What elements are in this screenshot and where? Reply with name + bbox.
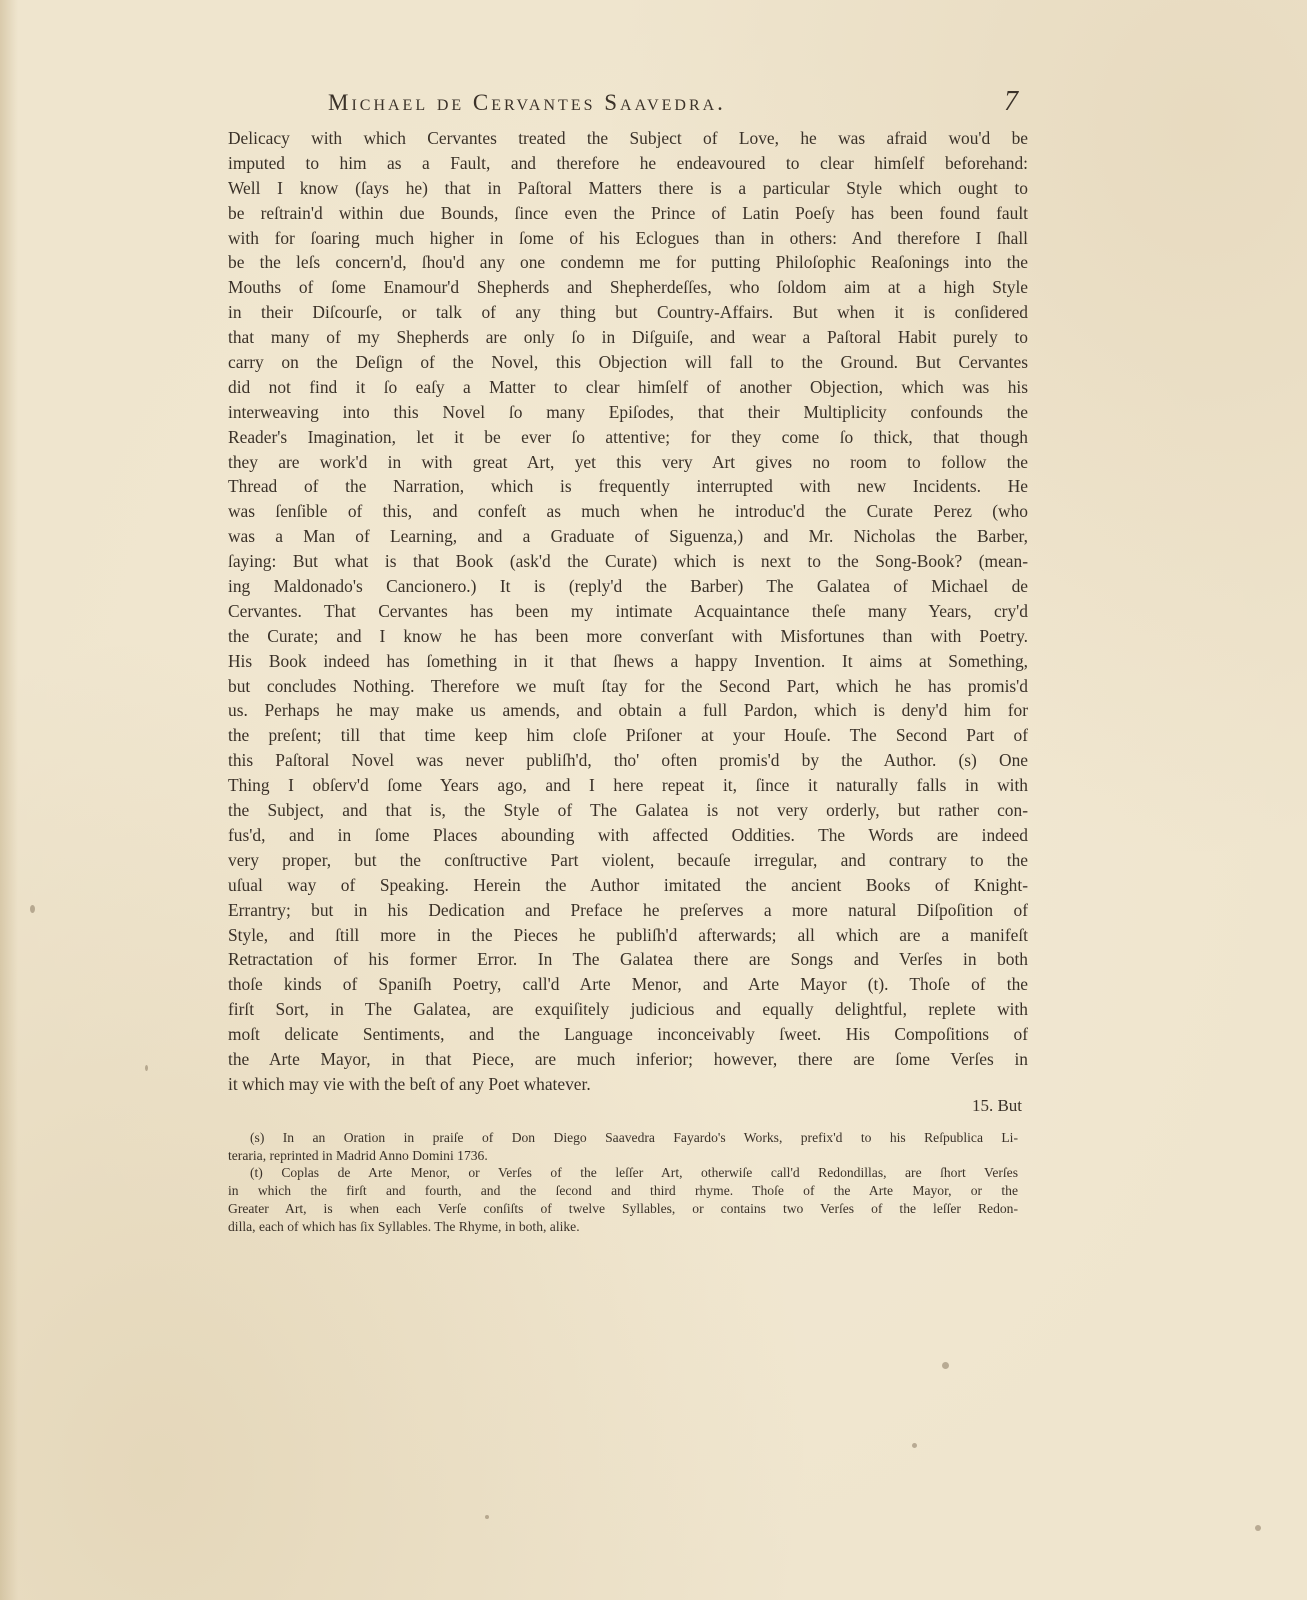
body-line: was a Man of Learning, and a Graduate of Siguenza,) and Mr. Nicholas the Barber, [228, 526, 1028, 547]
footnote-line: Greater Art, is when each Verſe conſiſts of twelve Syllables, or contains two Verſes of the leſſer Redon- [228, 1200, 1018, 1216]
body-line: Reader's Imagination, let it be ever ſo attentive; for they come ſo thick, that though [228, 426, 1028, 447]
body-line: it which may vie with the beſt of any Poet whatever. [228, 1073, 591, 1094]
body-line: they are work'd in with great Art, yet this very Art gives no room to follow the [228, 451, 1028, 472]
body-line: carry on the Deſign of the Novel, this Objection will fall to the Ground. But Cervantes [228, 352, 1028, 373]
catchword: 15. But [971, 1095, 1022, 1115]
body-line: Cervantes. That Cervantes has been my intimate Acquaintance theſe many Years, cry'd [228, 600, 1028, 621]
body-line: ing Maldonado's Cancionero.) It is (reply'd the Barber) The Galatea of Michael de [228, 576, 1028, 597]
body-line: Thread of the Narration, which is frequently interrupted with new Incidents. He [228, 476, 1028, 497]
paper-speck [912, 1443, 917, 1448]
body-line: us. Perhaps he may make us amends, and obtain a full Pardon, which is deny'd him for [228, 700, 1028, 721]
page-edge-shadow [0, 0, 18, 1600]
paper-speck [145, 1065, 148, 1071]
footnote-line: in which the firſt and fourth, and the ſecond and third rhyme. Thoſe of the Arte Mayor, or the [228, 1183, 1018, 1199]
body-line: the Subject, and that is, the Style of The Galatea is not very orderly, but rather con- [228, 800, 1028, 821]
body-text [228, 126, 1028, 1097]
body-line: that many of my Shepherds are only ſo in Diſguiſe, and wear a Paſtoral Habit purely to [228, 327, 1028, 348]
footnote-line: teraria, reprinted in Madrid Anno Domini 1736. [228, 1147, 488, 1163]
body-line: very proper, but the conſtructive Part violent, becauſe irregular, and contrary to the [228, 849, 1028, 870]
body-line: be reſtrain'd within due Bounds, ſince even the Prince of Latin Poeſy has been found fault [228, 202, 1028, 223]
paper-speck [485, 1515, 489, 1519]
body-line: thoſe kinds of Spaniſh Poetry, call'd Arte Menor, and Arte Mayor (t). Thoſe of the [228, 974, 1028, 995]
body-line: Errantry; but in his Dedication and Preface he preſerves a more natural Diſpoſition of [228, 899, 1028, 920]
body-line: firſt Sort, in The Galatea, are exquiſitely judicious and equally delightful, replete with [228, 999, 1028, 1020]
footnote-line: dilla, each of which has ſix Syllables. The Rhyme, in both, alike. [228, 1218, 580, 1234]
body-line: the Curate; and I know he has been more converſant with Misfortunes than with Poetry. [228, 625, 1028, 646]
body-line: but concludes Nothing. Therefore we muſt ſtay for the Second Part, which he has promis'd [228, 675, 1028, 696]
body-line: uſual way of Speaking. Herein the Author imitated the ancient Books of Knight- [228, 874, 1028, 895]
body-line: Well I know (ſays he) that in Paſtoral Matters there is a particular Style which ought to [228, 177, 1028, 198]
body-line: moſt delicate Sentiments, and the Language inconceivably ſweet. His Compoſitions of [228, 1024, 1028, 1045]
page-number: 7 [1004, 86, 1018, 117]
body-line: Thing I obſerv'd ſome Years ago, and I here repeat it, ſince it naturally falls in with [228, 775, 1028, 796]
book-page [228, 86, 1028, 1236]
body-line: Retractation of his former Error. In The Galatea there are Songs and Verſes in both [228, 949, 1028, 970]
body-line: His Book indeed has ſomething in it that ſhews a happy Invention. It aims at Something, [228, 650, 1028, 671]
footnote-line: (s) In an Oration in praiſe of Don Diego Saavedra Fayardo's Works, prefix'd to his Reſpublica Li- [250, 1129, 1018, 1145]
footnotes [228, 1129, 1018, 1236]
paper-speck [1255, 1525, 1261, 1531]
body-line: did not find it ſo eaſy a Matter to clear himſelf of another Objection, which was his [228, 376, 1028, 397]
body-line: Style, and ſtill more in the Pieces he publiſh'd afterwards; all which are a manifeſt [228, 924, 1028, 945]
paper-speck [30, 905, 35, 913]
running-head [228, 86, 1028, 126]
body-line: the preſent; till that time keep him cloſe Priſoner at your Houſe. The Second Part of [228, 725, 1028, 746]
body-line: interweaving into this Novel ſo many Epiſodes, that their Multiplicity confounds the [228, 401, 1028, 422]
body-line: ſaying: But what is that Book (ask'd the Curate) which is next to the Song-Book? (mean- [228, 551, 1028, 572]
body-line: the Arte Mayor, in that Piece, are much inferior; however, there are ſome Verſes in [228, 1048, 1028, 1069]
running-title: Michael de Cervantes Saavedra. [328, 90, 726, 115]
body-line: imputed to him as a Fault, and therefore he endeavoured to clear himſelf beforehand: [228, 152, 1028, 173]
body-line: this Paſtoral Novel was never publiſh'd, tho' often promis'd by the Author. (s) One [228, 750, 1028, 771]
body-line: be the leſs concern'd, ſhou'd any one condemn me for putting Philoſophic Reaſonings into the [228, 252, 1028, 273]
body-line: in their Diſcourſe, or talk of any thing but Country-Affairs. But when it is conſidered [228, 302, 1028, 323]
body-line: was ſenſible of this, and confeſt as much when he introduc'd the Curate Perez (who [228, 501, 1028, 522]
paper-speck [942, 1362, 949, 1369]
body-line: with for ſoaring much higher in ſome of his Eclogues than in others: And therefore I ſhall [228, 227, 1028, 248]
footnote-line: (t) Coplas de Arte Menor, or Verſes of the leſſer Art, otherwiſe call'd Redondillas, are ſhort Verſes [250, 1165, 1018, 1181]
body-line: Delicacy with which Cervantes treated the Subject of Love, he was afraid wou'd be [228, 128, 1028, 148]
body-line: Mouths of ſome Enamour'd Shepherds and Shepherdeſſes, who ſoldom aim at a high Style [228, 277, 1028, 298]
body-line: fus'd, and in ſome Places abounding with affected Oddities. The Words are indeed [228, 824, 1028, 845]
